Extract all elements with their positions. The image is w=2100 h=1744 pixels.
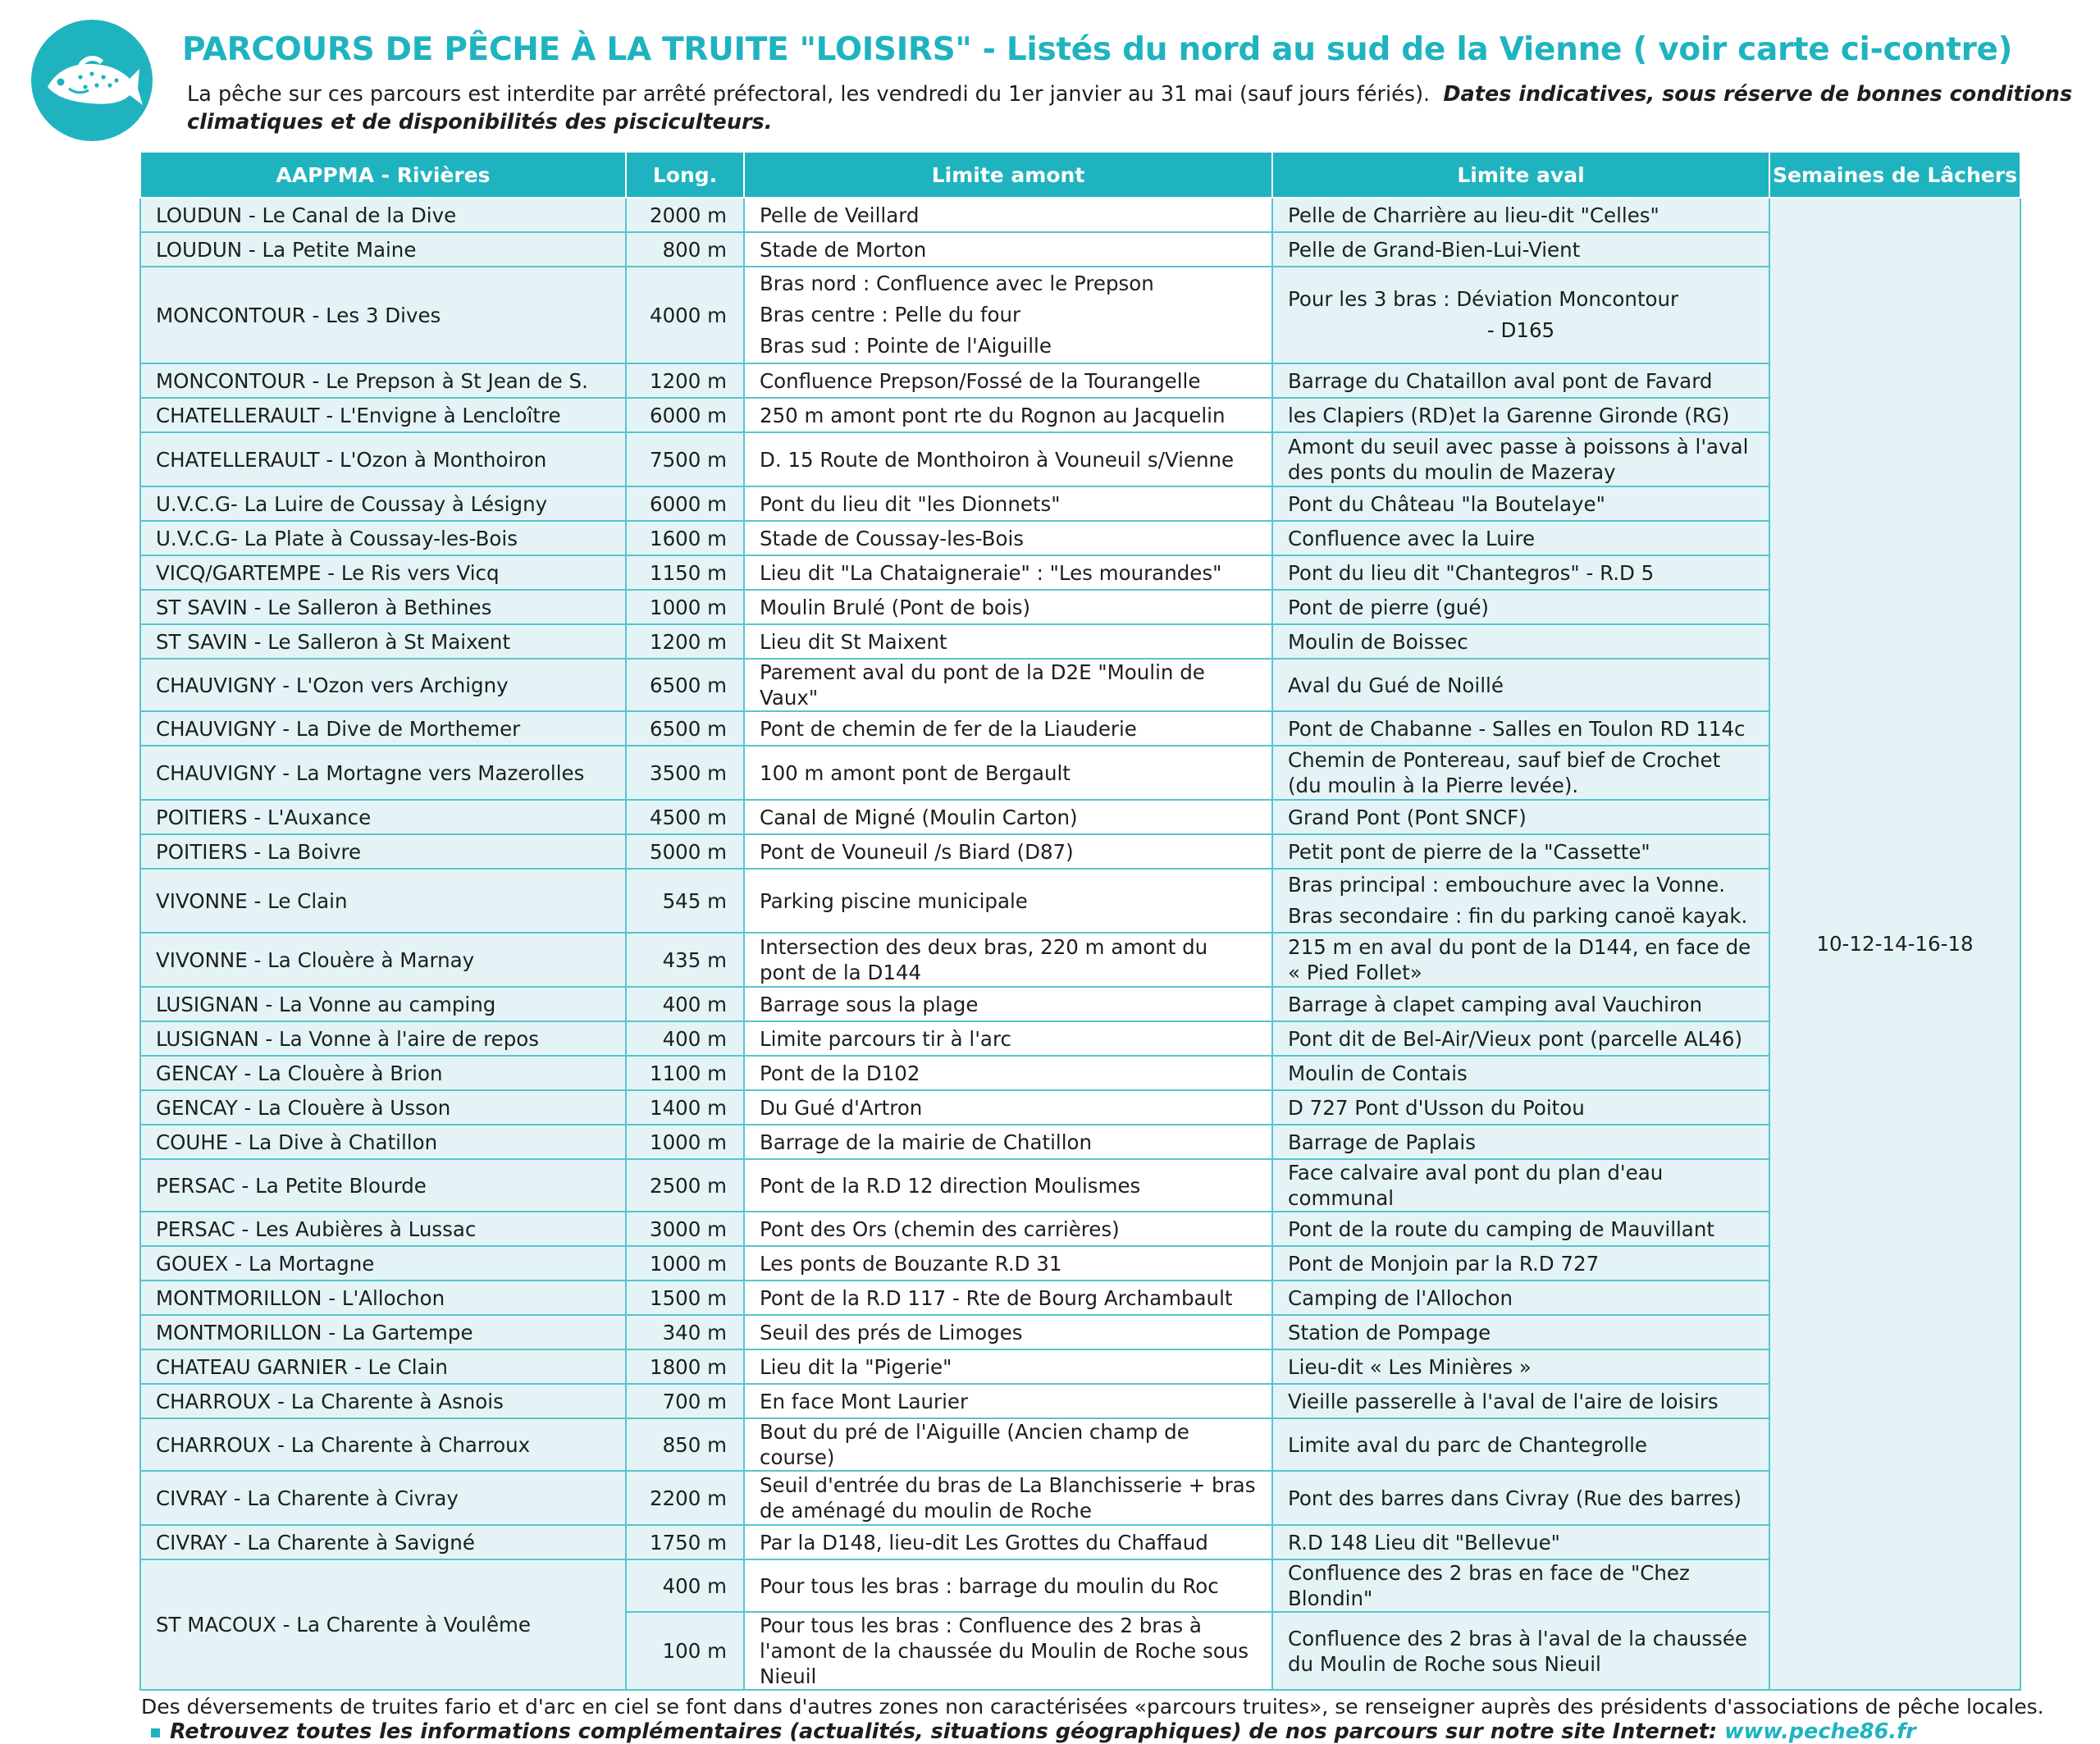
cell-long: 6500 m: [626, 711, 744, 746]
col-header-amont: Limite amont: [744, 152, 1272, 198]
cell-long: 1000 m: [626, 590, 744, 624]
cell-line: - D165: [1486, 318, 1555, 342]
cell-amont: Confluence Prepson/Fossé de la Tourangelle: [744, 363, 1272, 398]
cell-aval: Pont dit de Bel-Air/Vieux pont (parcelle AL46): [1272, 1021, 1769, 1056]
col-header-semaines: Semaines de Lâchers: [1769, 152, 2020, 198]
cell-long: 2200 m: [626, 1471, 744, 1525]
cell-riviere: CHAUVIGNY - L'Ozon vers Archigny: [140, 659, 626, 711]
cell-long: 4000 m: [626, 267, 744, 363]
table-row: [140, 432, 2020, 486]
cell-aval: Confluence avec la Luire: [1272, 521, 1769, 555]
table-row: [140, 1525, 2020, 1559]
cell-riviere: PERSAC - La Petite Blourde: [140, 1159, 626, 1212]
table-row: [140, 398, 2020, 432]
table-row: [140, 800, 2020, 834]
cell-long: 1600 m: [626, 521, 744, 555]
cell-amont: Les ponts de Bouzante R.D 31: [744, 1246, 1272, 1281]
cell-amont: En face Mont Laurier: [744, 1384, 1272, 1418]
cell-riviere: PERSAC - Les Aubières à Lussac: [140, 1212, 626, 1246]
cell-amont: Barrage de la mairie de Chatillon: [744, 1125, 1272, 1159]
table-row: [140, 624, 2020, 659]
table-row: [140, 1159, 2020, 1212]
intro-italic: Dates indicatives, sous réserve de bonnes conditions climatiques et de disponibilités des pisciculteurs.: [187, 82, 2073, 135]
cell-amont: Stade de Coussay-les-Bois: [744, 521, 1272, 555]
cell-long: 545 m: [626, 869, 744, 933]
table-row: [140, 1418, 2020, 1471]
cell-amont: D. 15 Route de Monthoiron à Vouneuil s/Vienne: [744, 432, 1272, 486]
fishing-routes-table: [139, 151, 2021, 1691]
col-header-long: Long.: [626, 152, 744, 198]
table-row: [140, 1315, 2020, 1349]
cell-semaines: 10-12-14-16-18: [1769, 198, 2020, 1690]
cell-long: 400 m: [626, 987, 744, 1021]
cell-long: 1200 m: [626, 363, 744, 398]
cell-line: Bras centre : Pelle du four: [760, 303, 1021, 326]
cell-aval: Moulin de Contais: [1272, 1056, 1769, 1090]
cell-riviere: CIVRAY - La Charente à Savigné: [140, 1525, 626, 1559]
cell-riviere: COUHE - La Dive à Chatillon: [140, 1125, 626, 1159]
cell-riviere: CHARROUX - La Charente à Charroux: [140, 1418, 626, 1471]
trout-logo-icon: [31, 20, 153, 141]
cell-riviere: CHATELLERAULT - L'Envigne à Lencloître: [140, 398, 626, 432]
cell-amont: Pont de Vouneuil /s Biard (D87): [744, 834, 1272, 869]
cell-riviere: VIVONNE - La Clouère à Marnay: [140, 933, 626, 987]
cell-riviere: GENCAY - La Clouère à Brion: [140, 1056, 626, 1090]
cell-long: 4500 m: [626, 800, 744, 834]
cell-riviere: U.V.C.G- La Luire de Coussay à Lésigny: [140, 486, 626, 521]
cell-riviere: CHATELLERAULT - L'Ozon à Monthoiron: [140, 432, 626, 486]
table-row: [140, 1384, 2020, 1418]
table-row: [140, 267, 2020, 363]
cell-long: 700 m: [626, 1384, 744, 1418]
cell-long: 5000 m: [626, 834, 744, 869]
cell-long: 2000 m: [626, 198, 744, 232]
table-row: [140, 869, 2020, 933]
cell-line: Bras principal : embouchure avec la Vonne.: [1288, 873, 1726, 897]
cell-riviere: ST SAVIN - Le Salleron à Bethines: [140, 590, 626, 624]
cell-aval: Moulin de Boissec: [1272, 624, 1769, 659]
cell-long: 400 m: [626, 1021, 744, 1056]
cell-riviere: VICQ/GARTEMPE - Le Ris vers Vicq: [140, 555, 626, 590]
cell-aval: Pelle de Charrière au lieu-dit "Celles": [1272, 198, 1769, 232]
cell-riviere: GENCAY - La Clouère à Usson: [140, 1090, 626, 1125]
cell-amont: Pont de la D102: [744, 1056, 1272, 1090]
table-row: [140, 659, 2020, 711]
cell-aval: Station de Pompage: [1272, 1315, 1769, 1349]
table-row: [140, 1212, 2020, 1246]
cell-amont: Pont des Ors (chemin des carrières): [744, 1212, 1272, 1246]
cell-amont: Seuil d'entrée du bras de La Blanchisserie + bras de aménagé du moulin de Roche: [744, 1471, 1272, 1525]
cell-line: Bras secondaire : fin du parking canoë kayak.: [1288, 904, 1748, 928]
table-row: [140, 1471, 2020, 1525]
cell-amont: Lieu dit St Maixent: [744, 624, 1272, 659]
cell-aval: Pont du lieu dit "Chantegros" - R.D 5: [1272, 555, 1769, 590]
cell-riviere: MONCONTOUR - Le Prepson à St Jean de S.: [140, 363, 626, 398]
cell-amont: Seuil des prés de Limoges: [744, 1315, 1272, 1349]
table-row: [140, 711, 2020, 746]
cell-riviere: POITIERS - La Boivre: [140, 834, 626, 869]
footer-note: Des déversements de truites fario et d'arc en ciel se font dans d'autres zones non caractérisées «parcours truites», se renseigner auprès des présidents d'associations de pêche locales.: [141, 1695, 2044, 1719]
cell-long: 1500 m: [626, 1281, 744, 1315]
cell-riviere: MONCONTOUR - Les 3 Dives: [140, 267, 626, 363]
cell-riviere: ST MACOUX - La Charente à Voulême: [140, 1559, 626, 1690]
cell-amont: Lieu dit "La Chataigneraie" : "Les mourandes": [744, 555, 1272, 590]
cell-aval: Barrage du Chataillon aval pont de Favard: [1272, 363, 1769, 398]
cell-amont: Bout du pré de l'Aiguille (Ancien champ de course): [744, 1418, 1272, 1471]
table-body: [140, 198, 2020, 1690]
cell-aval: [1272, 267, 1769, 363]
footer-info-text: Retrouvez toutes les informations complémentaires (actualités, situations géographiques) de nos parcours sur notre site Internet:: [170, 1719, 1718, 1744]
cell-aval: Lieu-dit « Les Minières »: [1272, 1349, 1769, 1384]
cell-long: 400 m: [626, 1559, 744, 1612]
col-header-aval: Limite aval: [1272, 152, 1769, 198]
cell-long: 1400 m: [626, 1090, 744, 1125]
cell-amont: Pour tous les bras : Confluence des 2 bras à l'amont de la chaussée du Moulin de Roche sous Nieuil: [744, 1612, 1272, 1690]
cell-long: 1000 m: [626, 1125, 744, 1159]
table-row: [140, 987, 2020, 1021]
cell-amont: [744, 267, 1272, 363]
cell-long: 1000 m: [626, 1246, 744, 1281]
table-row: [140, 1125, 2020, 1159]
col-header-riviere: AAPPMA - Rivières: [140, 152, 626, 198]
cell-long: 435 m: [626, 933, 744, 987]
cell-amont: Parement aval du pont de la D2E "Moulin de Vaux": [744, 659, 1272, 711]
cell-aval: Pont de la route du camping de Mauvillant: [1272, 1212, 1769, 1246]
cell-long: 1200 m: [626, 624, 744, 659]
cell-long: 6000 m: [626, 398, 744, 432]
cell-aval: Pont de Chabanne - Salles en Toulon RD 114c: [1272, 711, 1769, 746]
cell-amont: Limite parcours tir à l'arc: [744, 1021, 1272, 1056]
cell-amont: Lieu dit la "Pigerie": [744, 1349, 1272, 1384]
cell-line: Bras nord : Confluence avec le Prepson: [760, 272, 1154, 295]
cell-aval: Confluence des 2 bras en face de "Chez Blondin": [1272, 1559, 1769, 1612]
cell-amont: Par la D148, lieu-dit Les Grottes du Chaffaud: [744, 1525, 1272, 1559]
table-row: [140, 590, 2020, 624]
cell-amont: Pont de chemin de fer de la Liauderie: [744, 711, 1272, 746]
cell-aval: Vieille passerelle à l'aval de l'aire de loisirs: [1272, 1384, 1769, 1418]
cell-aval: 215 m en aval du pont de la D144, en face de « Pied Follet»: [1272, 933, 1769, 987]
table-row: [140, 198, 2020, 232]
table-row: [140, 1090, 2020, 1125]
cell-long: 1750 m: [626, 1525, 744, 1559]
table-row: [140, 746, 2020, 800]
cell-riviere: VIVONNE - Le Clain: [140, 869, 626, 933]
cell-aval: Amont du seuil avec passe à poissons à l'aval des ponts du moulin de Mazeray: [1272, 432, 1769, 486]
cell-long: 1100 m: [626, 1056, 744, 1090]
cell-amont: Pelle de Veillard: [744, 198, 1272, 232]
cell-riviere: LUSIGNAN - La Vonne à l'aire de repos: [140, 1021, 626, 1056]
cell-line: Bras sud : Pointe de l'Aiguille: [760, 334, 1052, 358]
table-row: [140, 232, 2020, 267]
cell-aval: Camping de l'Allochon: [1272, 1281, 1769, 1315]
cell-aval: Pont du Château "la Boutelaye": [1272, 486, 1769, 521]
bullet-square-icon: [151, 1728, 160, 1737]
cell-amont: Stade de Morton: [744, 232, 1272, 267]
cell-long: 3500 m: [626, 746, 744, 800]
cell-amont: Pont de la R.D 12 direction Moulismes: [744, 1159, 1272, 1212]
cell-aval: Pont de pierre (gué): [1272, 590, 1769, 624]
cell-aval: Face calvaire aval pont du plan d'eau communal: [1272, 1159, 1769, 1212]
cell-long: 100 m: [626, 1612, 744, 1690]
cell-long: 2500 m: [626, 1159, 744, 1212]
cell-riviere: GOUEX - La Mortagne: [140, 1246, 626, 1281]
cell-long: 7500 m: [626, 432, 744, 486]
cell-aval: Petit pont de pierre de la "Cassette": [1272, 834, 1769, 869]
cell-riviere: CHARROUX - La Charente à Asnois: [140, 1384, 626, 1418]
cell-long: 1800 m: [626, 1349, 744, 1384]
page-title: PARCOURS DE PÊCHE À LA TRUITE "LOISIRS" - Listés du nord au sud de la Vienne ( voir carte ci-contre): [182, 31, 2013, 68]
cell-amont: Parking piscine municipale: [744, 869, 1272, 933]
table-row: [140, 1246, 2020, 1281]
cell-aval: Aval du Gué de Noillé: [1272, 659, 1769, 711]
cell-amont: Pont de la R.D 117 - Rte de Bourg Archambault: [744, 1281, 1272, 1315]
table-row: [140, 834, 2020, 869]
cell-aval: Barrage à clapet camping aval Vauchiron: [1272, 987, 1769, 1021]
cell-amont: Barrage sous la plage: [744, 987, 1272, 1021]
cell-aval: Limite aval du parc de Chantegrolle: [1272, 1418, 1769, 1471]
table-row: [140, 933, 2020, 987]
cell-aval: Chemin de Pontereau, sauf bief de Crochet (du moulin à la Pierre levée).: [1272, 746, 1769, 800]
intro-regular: La pêche sur ces parcours est interdite par arrêté préfectoral, les vendredi du 1er janvier au 31 mai (sauf jours fériés).: [187, 82, 1431, 107]
cell-long: 340 m: [626, 1315, 744, 1349]
cell-aval: R.D 148 Lieu dit "Bellevue": [1272, 1525, 1769, 1559]
table-row: [140, 555, 2020, 590]
table-row: [140, 1281, 2020, 1315]
cell-amont: Canal de Migné (Moulin Carton): [744, 800, 1272, 834]
cell-riviere: CHAUVIGNY - La Dive de Morthemer: [140, 711, 626, 746]
cell-aval: D 727 Pont d'Usson du Poitou: [1272, 1090, 1769, 1125]
cell-riviere: MONTMORILLON - L'Allochon: [140, 1281, 626, 1315]
cell-riviere: ST SAVIN - Le Salleron à St Maixent: [140, 624, 626, 659]
table-row: [140, 521, 2020, 555]
cell-amont: Moulin Brulé (Pont de bois): [744, 590, 1272, 624]
website-link[interactable]: www.peche86.fr: [1724, 1719, 1916, 1744]
intro-text: [187, 80, 2074, 136]
cell-riviere: MONTMORILLON - La Gartempe: [140, 1315, 626, 1349]
cell-long: 800 m: [626, 232, 744, 267]
cell-aval: Pont de Monjoin par la R.D 727: [1272, 1246, 1769, 1281]
cell-riviere: CIVRAY - La Charente à Civray: [140, 1471, 626, 1525]
cell-amont: 100 m amont pont de Bergault: [744, 746, 1272, 800]
cell-amont: Intersection des deux bras, 220 m amont du pont de la D144: [744, 933, 1272, 987]
cell-riviere: LOUDUN - Le Canal de la Dive: [140, 198, 626, 232]
cell-long: 1150 m: [626, 555, 744, 590]
table-row: [140, 1559, 2020, 1612]
cell-line: Pour les 3 bras : Déviation Moncontour: [1288, 287, 1679, 311]
cell-riviere: LUSIGNAN - La Vonne au camping: [140, 987, 626, 1021]
cell-aval: Grand Pont (Pont SNCF): [1272, 800, 1769, 834]
cell-riviere: LOUDUN - La Petite Maine: [140, 232, 626, 267]
cell-long: 6000 m: [626, 486, 744, 521]
cell-riviere: CHAUVIGNY - La Mortagne vers Mazerolles: [140, 746, 626, 800]
cell-amont: Pont du lieu dit "les Dionnets": [744, 486, 1272, 521]
table-row: [140, 363, 2020, 398]
cell-long: 3000 m: [626, 1212, 744, 1246]
table-row: [140, 1349, 2020, 1384]
cell-aval: Barrage de Paplais: [1272, 1125, 1769, 1159]
cell-aval: Pont des barres dans Civray (Rue des barres): [1272, 1471, 1769, 1525]
table-row: [140, 1056, 2020, 1090]
cell-long: 6500 m: [626, 659, 744, 711]
table-header-row: [140, 152, 2020, 198]
cell-aval: les Clapiers (RD)et la Garenne Gironde (RG): [1272, 398, 1769, 432]
cell-amont: Pour tous les bras : barrage du moulin du Roc: [744, 1559, 1272, 1612]
table-row: [140, 1021, 2020, 1056]
footer-info: [151, 1719, 2087, 1744]
cell-riviere: U.V.C.G- La Plate à Coussay-les-Bois: [140, 521, 626, 555]
cell-aval: [1272, 869, 1769, 933]
cell-aval: Pelle de Grand-Bien-Lui-Vient: [1272, 232, 1769, 267]
cell-aval: Confluence des 2 bras à l'aval de la chaussée du Moulin de Roche sous Nieuil: [1272, 1612, 1769, 1690]
cell-amont: 250 m amont pont rte du Rognon au Jacquelin: [744, 398, 1272, 432]
cell-riviere: POITIERS - L'Auxance: [140, 800, 626, 834]
cell-long: 850 m: [626, 1418, 744, 1471]
cell-riviere: CHATEAU GARNIER - Le Clain: [140, 1349, 626, 1384]
cell-amont: Du Gué d'Artron: [744, 1090, 1272, 1125]
table-row: [140, 486, 2020, 521]
